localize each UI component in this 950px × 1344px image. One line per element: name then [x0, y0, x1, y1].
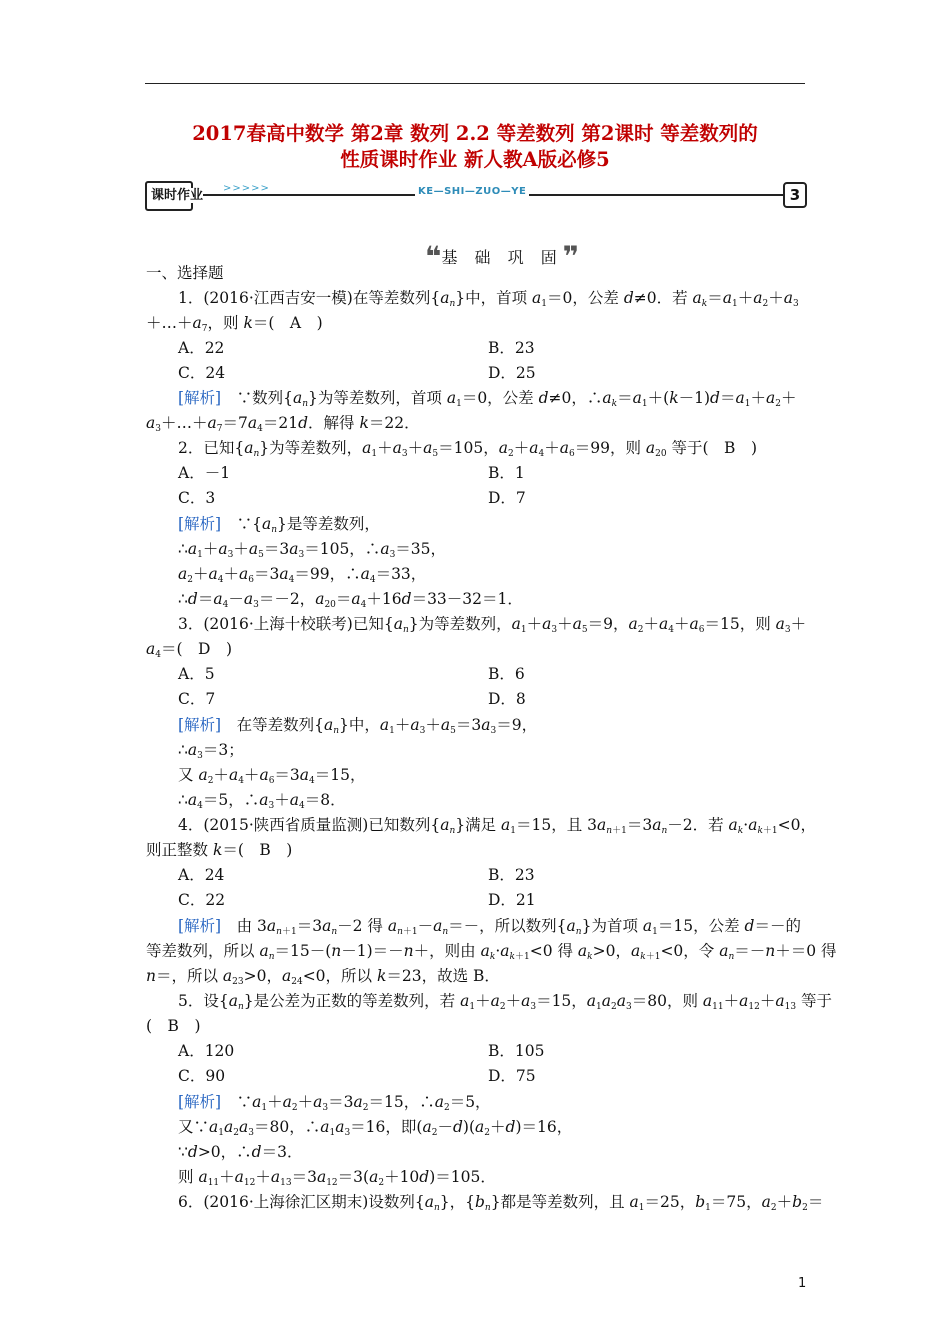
close-quote-icon: ❞ — [562, 240, 580, 273]
q4-analysis-3: n＝，所以 $a_{23}>0$，$a_{24}<0$，所以 k＝23，故选 B． — [146, 967, 500, 987]
q3-analysis-4: $\therefore a_4=5$，$\therefore a_3+a_4=8$． — [178, 791, 346, 811]
q1-option-d: D．25 — [488, 364, 536, 382]
q2-option-c: C．3 — [178, 489, 216, 507]
section-heading: ❝基 础 巩 固❞ — [425, 240, 580, 273]
q2-option-a: A．－1 — [178, 464, 231, 482]
q4-option-b: B．23 — [488, 866, 535, 884]
q1-line-1: 1．(2016·江西吉安一模)在等差数列$\{a_n\}$中，首项 $a_1=0$，公差 d≠0．若 $a_k=a_1+a_2+a_3$ — [178, 289, 799, 309]
q5-option-a: A．120 — [178, 1042, 235, 1060]
banner-arrows: >>>>> — [223, 183, 270, 194]
q2-analysis-1: [解析] $\because\{a_n\}$是等差数列， — [178, 515, 380, 535]
banner-subtitle: KE—SHI—ZUO—YE — [415, 186, 529, 197]
q1-analysis-2: $a_3+\dots+a_7=7a_4=21d$．解得 k＝22． — [146, 414, 420, 434]
q3-option-c: C．7 — [178, 690, 216, 708]
q2-line-1: 2．已知$\{a_n\}$为等差数列，$a_1+a_3+a_5=105$，$a_2+a_4+a_6=99$，则 $a_{20}$ 等于( B ) — [178, 439, 757, 459]
q2-analysis-2: $\therefore a_1+a_3+a_5=3a_3=105$，$\therefore a_3=35$， — [178, 540, 447, 560]
page-title — [140, 121, 810, 173]
title-line-2: 性质课时作业 新人教A版必修5 — [340, 148, 610, 171]
q3-line-2: $a_4=$( D ) — [146, 640, 233, 660]
q5-analysis-4: 则 $a_{11}+a_{12}+a_{13}=3a_{12}=3(a_2+10d)=105$． — [178, 1168, 496, 1188]
q4-analysis-1: [解析] 由 $3a_{n+1}=3a_n-2$ 得 $a_{n+1}-a_n=-$，所以数列$\{a_n\}$为首项 $a_1=15$，公差 d＝－的 — [178, 917, 801, 937]
homework-banner — [145, 181, 807, 209]
open-quote-icon: ❝ — [425, 240, 442, 273]
q1-option-c: C．24 — [178, 364, 226, 382]
q5-option-c: C．90 — [178, 1067, 226, 1085]
q3-line-1: 3．(2016·上海十校联考)已知$\{a_n\}$为等差数列，$a_1+a_3+a_5=9$，$a_2+a_4+a_6=15$，则 $a_3+$ — [178, 615, 807, 635]
q1-option-b: B．23 — [488, 339, 535, 357]
q3-analysis-2: $\therefore a_3=3$； — [178, 741, 244, 761]
q1-analysis-1: [解析] ∵数列$\{a_n\}$为等差数列，首项 $a_1=0$，公差 d≠0，$\therefore a_k=a_1+(k-1)d=a_1+a_2+$ — [178, 389, 797, 409]
q5-line-1: 5．设$\{a_n\}$是公差为正数的等差数列，若 $a_1+a_2+a_3=15$，$a_1a_2a_3=80$，则 $a_{11}+a_{12}+a_{13}$ 等于 — [178, 992, 832, 1012]
q3-analysis-1: [解析] 在等差数列$\{a_n\}$中，$a_1+a_3+a_5=3a_3=9$， — [178, 716, 538, 736]
q5-line-2: ( B ) — [146, 1017, 201, 1035]
title-line-1: 2017春高中数学 第2章 数列 2.2 等差数列 第2课时 等差数列的 — [192, 122, 758, 145]
q4-analysis-2: 等差数列，所以 $a_n=15-(n-1)=-n+$，则由 $a_k\cdot a_{k+1}<0$ 得 $a_k>0$，$a_{k+1}<0$，令 $a_n=-n+=0$ 得 — [146, 942, 837, 962]
q4-option-c: C．22 — [178, 891, 226, 909]
q4-line-1: 4．(2015·陕西省质量监测)已知数列$\{a_n\}$满足 $a_1=15$，且 $3a_{n+1}=3a_n-2$．若 $a_k\cdot a_{k+1}<0$， — [178, 816, 817, 836]
q2-analysis-4: $\therefore d=a_4-a_3=-2$，$a_{20}=a_4+16d=33-32=1$． — [178, 590, 523, 610]
q2-option-b: B．1 — [488, 464, 525, 482]
q1-line-2: $+\dots+a_7$，则 k＝( A ) — [146, 314, 323, 334]
q4-option-a: A．24 — [178, 866, 225, 884]
q4-line-2: 则正整数 k＝( B ) — [146, 841, 293, 859]
q2-option-d: D．7 — [488, 489, 526, 507]
part-heading: 一、选择题 — [146, 264, 224, 282]
q5-analysis-3: ∵d>0，∴d＝3． — [178, 1143, 303, 1161]
banner-tag: 课时作业 — [145, 181, 193, 211]
q5-analysis-1: [解析] $\because a_1+a_2+a_3=3a_2=15$，$\therefore a_2=5$， — [178, 1093, 491, 1113]
q2-analysis-3: $a_2+a_4+a_6=3a_4=99$，$\therefore a_4=33$， — [178, 565, 427, 585]
banner-number: 3 — [783, 182, 807, 208]
q3-analysis-3: 又 $a_2+a_4+a_6=3a_4=15$， — [178, 766, 366, 786]
q4-option-d: D．21 — [488, 891, 536, 909]
q5-option-d: D．75 — [488, 1067, 536, 1085]
q3-option-a: A．5 — [178, 665, 215, 683]
q5-option-b: B．105 — [488, 1042, 545, 1060]
q3-option-b: B．6 — [488, 665, 525, 683]
q5-analysis-2: 又$\because a_1a_2a_3=80$，$\therefore a_1a_3=16$，即$(a_2-d)(a_2+d)=16$， — [178, 1118, 573, 1138]
q3-option-d: D．8 — [488, 690, 526, 708]
q1-option-a: A．22 — [178, 339, 225, 357]
header-rule — [145, 83, 805, 84]
page-number: 1 — [798, 1276, 807, 1291]
q6-line-1: 6．(2016·上海徐汇区期末)设数列$\{a_n\}$，$\{b_n\}$都是等差数列，且 $a_1=25$，$b_1=75$，$a_2+b_2=$ — [178, 1193, 824, 1213]
